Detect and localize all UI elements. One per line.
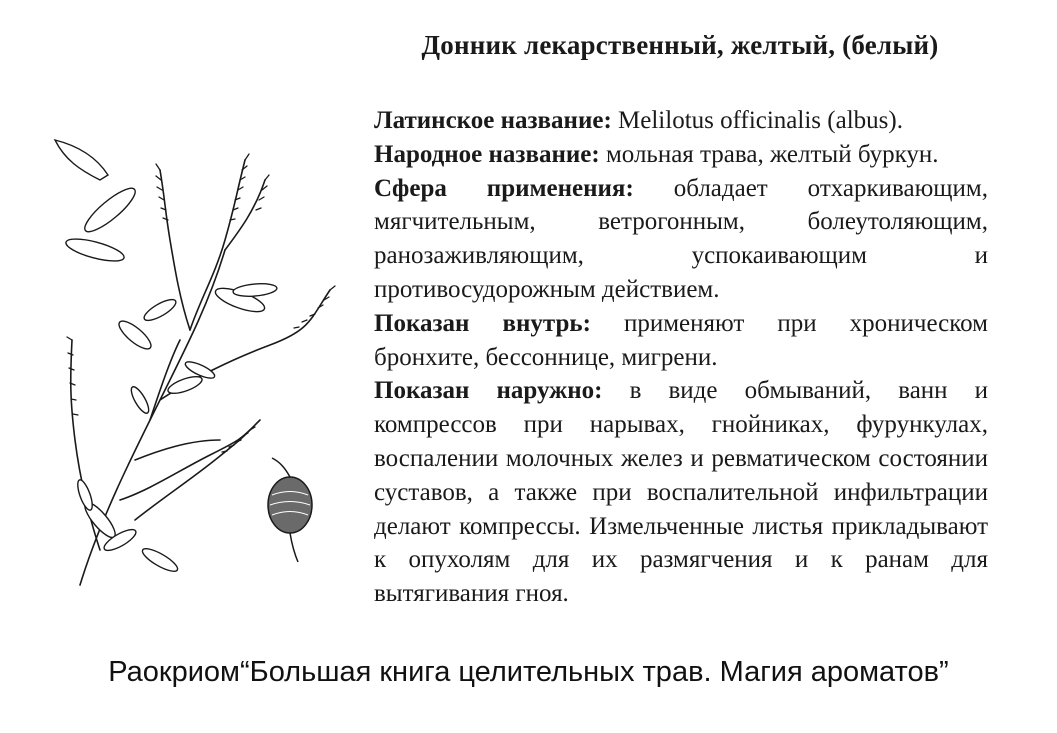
section-text: мольная трава, желтый буркун. (605, 140, 939, 168)
section-text: обладает отхаркивающим, мягчительным, ветрогонным, болеутоляющим, ранозаживляющим, успокаивающим и противосудорожным действием. (374, 174, 988, 303)
latin-name-paragraph (374, 104, 988, 138)
section-label: Сфера применения: (374, 174, 634, 202)
folk-name-paragraph (374, 138, 988, 172)
source-citation: Раокриом“Большая книга целительных трав. Магия ароматов” (108, 656, 949, 688)
page-title: Донник лекарственный, желтый, (белый) (421, 30, 939, 60)
section-label: Народное название: (374, 140, 600, 168)
plant-illustration-icon (40, 100, 350, 600)
section-label: Латинское название: (374, 107, 612, 134)
section-text: Melilotus officinalis (albus). (618, 107, 903, 134)
description-body (374, 104, 988, 611)
external-use-paragraph (374, 374, 988, 611)
section-label: Показан внутрь: (374, 309, 591, 337)
internal-use-paragraph (374, 307, 988, 375)
application-paragraph (374, 172, 988, 307)
section-label: Показан наружно: (374, 377, 603, 405)
section-text: в виде обмываний, ванн и компрессов при нарывах, гнойниках, фурункулах, воспалении молочных желез и ревматическом состоянии суставов, а также при воспалительной инфильтрации делают компрессы. Измельченные листья прикладывают к опухолям для их размягчения и к ранам для вытягивания гноя. (374, 377, 989, 608)
section-text: применяют при хроническом бронхите, бессоннице, мигрени. (374, 309, 988, 371)
